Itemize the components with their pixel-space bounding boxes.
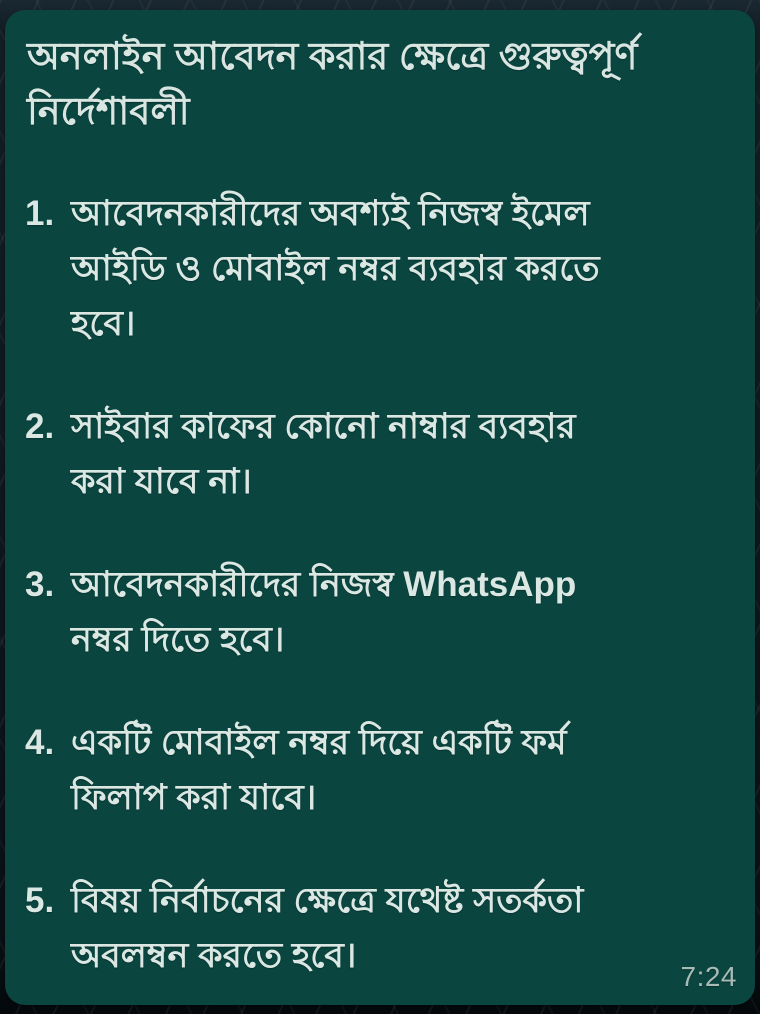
instruction-item <box>25 873 735 983</box>
item-number: 5. <box>25 881 55 920</box>
instruction-item <box>25 557 735 667</box>
instructions-title: অনলাইন আবেদন করার ক্ষেত্রে গুরুত্বপূর্ণ নির্দেশাবলী <box>27 36 638 133</box>
image-message[interactable] <box>5 10 755 1005</box>
item-text: আবেদনকারীদের নিজস্ব WhatsApp নম্বর দিতে হবে। <box>71 565 577 659</box>
item-number: 3. <box>25 565 55 604</box>
instruction-item <box>25 715 735 825</box>
item-number: 2. <box>25 407 55 446</box>
item-text: সাইবার কাফের কোনো নাম্বার ব্যবহার করা যাবে না। <box>71 407 576 501</box>
item-text: আবেদনকারীদের অবশ্যই নিজস্ব ইমেল আইডি ও মোবাইল নম্বর ব্যবহার করতে হবে। <box>71 194 600 343</box>
instruction-item <box>25 186 735 351</box>
instruction-item <box>25 399 735 509</box>
item-text: বিষয় নির্বাচনের ক্ষেত্রে যথেষ্ট সতর্কতা অবলম্বন করতে হবে। <box>71 881 584 975</box>
item-number: 1. <box>25 194 55 233</box>
message-timestamp: 7:24 <box>680 961 737 992</box>
item-number: 4. <box>25 723 55 762</box>
item-text: একটি মোবাইল নম্বর দিয়ে একটি ফর্ম ফিলাপ করা যাবে। <box>71 723 567 817</box>
